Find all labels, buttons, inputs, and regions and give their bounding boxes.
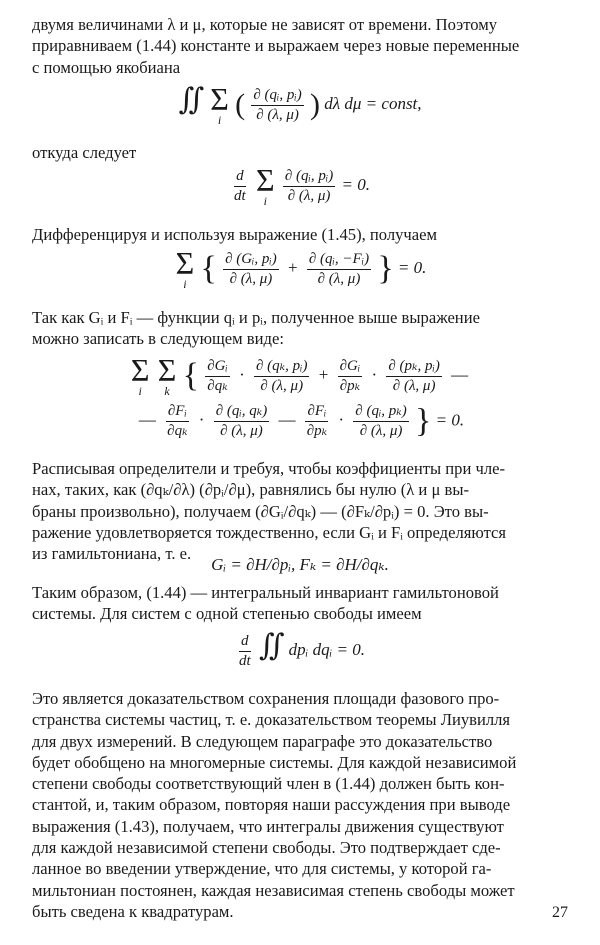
fraction-numerator: d: [239, 633, 251, 652]
operator: ·: [338, 410, 345, 430]
hamilton-equations: Gᵢ = ∂H/∂pᵢ, Fₖ = ∂H/∂qₖ.: [211, 555, 389, 575]
fraction-denominator: ∂pₖ: [339, 377, 361, 394]
fraction-numerator: ∂ (qᵢ, pᵢ): [283, 168, 335, 187]
fraction-denominator: ∂ (λ, μ): [229, 270, 273, 287]
jacobian-fraction: [283, 168, 335, 205]
text-line: мильтониан постоянен, каждая независимая степень свободы может: [32, 880, 515, 900]
equation-tail: dλ dμ = const,: [324, 93, 422, 113]
text-line: Таким образом, (1.44) — интегральный инвариант гамильтоновой: [32, 583, 499, 602]
sum-over-i: [130, 352, 150, 398]
text-line: для каждой независимой степени свободы. Это подтверждает сде-: [32, 838, 501, 858]
fraction-denominator: ∂ (λ, μ): [260, 377, 304, 394]
equation-tail: = 0.: [397, 257, 427, 277]
sum-index: i: [263, 194, 267, 208]
equation-4-row-1: [0, 352, 600, 398]
equation-2-body: [230, 162, 370, 208]
paragraph-7: [32, 688, 572, 922]
text-line: странства системы частиц, т. е. доказательством теоремы Лиувилля: [32, 710, 511, 730]
equation-3: [0, 245, 600, 291]
fraction-denominator: ∂qₖ: [167, 423, 188, 439]
equation-2: [0, 162, 600, 208]
text-line: будет обобщено на многомерные системы. Для каждой независимой: [32, 752, 517, 772]
sum-over-i: [210, 81, 229, 127]
time-derivative: [232, 168, 248, 205]
text-line: степени свободы соответствующий член в (1.44) должен быть кон-: [32, 774, 505, 794]
equation-3-body: Σ i { $\frac{\text{∂ (Gᵢ, pᵢ)}}{\partial (\lambda, \mu)}$ + $\frac{\text{∂ (qᵢ, −Fᵢ)}}{\partial (\lambda, \mu)}$ } = 0.: [175, 245, 427, 291]
plus-operator: +: [288, 257, 298, 277]
text-line: ланное во введении утверждение, что для системы, у которой га-: [32, 859, 492, 879]
jacobian-fraction-1: [223, 251, 279, 288]
operator: +: [318, 364, 329, 384]
time-derivative: [237, 633, 253, 670]
fraction-numerator: d: [234, 168, 246, 187]
sum-symbol: Σ: [130, 352, 150, 388]
fraction-denominator: ∂qₖ: [207, 377, 228, 394]
jacobian-fraction: [254, 358, 310, 395]
partial-fraction: [305, 403, 329, 440]
text-line: ражение удовлетворяется тождественно, если Gᵢ и Fᵢ определяются: [32, 522, 507, 542]
equation-1: [0, 81, 600, 127]
sum-index: i: [183, 277, 187, 291]
text-line: Так как Gᵢ и Fᵢ — функции qᵢ и pᵢ, полученное выше выражение: [32, 308, 480, 327]
partial-fraction: [338, 358, 363, 395]
fraction-numerator: ∂ (pₖ, pᵢ): [386, 358, 442, 377]
sum-index: i: [217, 113, 222, 127]
equation-6-body: [235, 631, 365, 670]
partial-fraction: [165, 403, 189, 440]
jacobian-fraction: [386, 358, 442, 395]
fraction-numerator: ∂ (qᵢ, pₖ): [353, 403, 409, 422]
double-integral-symbol: ∬: [258, 629, 285, 662]
paragraph-5: [32, 458, 572, 564]
text-line: для двух измерений. В следующем параграфе это доказательство: [32, 731, 493, 751]
fraction-numerator: ∂ (qᵢ, −Fᵢ): [307, 251, 371, 270]
paragraph-1: [32, 14, 572, 78]
text-line: откуда следует: [32, 143, 137, 162]
fraction-denominator: ∂ (λ, μ): [359, 423, 403, 439]
page-number: 27: [552, 904, 568, 921]
text-line: браны произвольно), получаем (∂Gᵢ/∂qₖ) — (∂Fₖ/∂pᵢ) = 0. Это вы-: [32, 501, 489, 521]
jacobian-fraction-2: [307, 251, 371, 288]
operator: ·: [198, 410, 205, 430]
text-line: быть сведена к квадратурам.: [32, 901, 234, 921]
fraction-denominator: ∂ (λ, μ): [220, 423, 263, 439]
sum-symbol: Σ: [210, 81, 229, 117]
paragraph-2: [32, 142, 572, 163]
equation-5: [0, 554, 600, 575]
fraction-denominator: ∂ (λ, μ): [392, 377, 436, 394]
paragraph-4: [32, 307, 572, 350]
sum-over-k: [157, 352, 177, 398]
fraction-denominator: ∂ (λ, μ): [256, 106, 299, 123]
fraction-numerator: ∂Fᵢ: [166, 403, 189, 422]
sum-over-i: [175, 245, 195, 291]
operator: ·: [239, 364, 245, 384]
partial-fraction: [205, 358, 230, 395]
text-line: системы. Для систем с одной степенью свободы имеем: [32, 604, 422, 624]
fraction-numerator: ∂ (Gᵢ, pᵢ): [223, 251, 279, 270]
fraction-numerator: ∂Gᵢ: [338, 358, 363, 377]
text-line: из гамильтониана, т. е.: [32, 544, 192, 564]
sum-index: k: [164, 384, 170, 398]
equation-tail: = 0.: [435, 410, 465, 430]
fraction-numerator: ∂ (qᵢ, qₖ): [214, 403, 270, 422]
operator: ·: [371, 364, 378, 384]
fraction-denominator: ∂pₖ: [306, 423, 328, 439]
text-line: можно записать в следующем виде:: [32, 329, 284, 349]
fraction-numerator: ∂ (qₖ, pᵢ): [254, 358, 310, 377]
fraction-denominator: dt: [234, 187, 246, 204]
operator: —: [138, 410, 156, 430]
equation-4-row-2-body: — $\frac{\text{∂Fᵢ}}{\text{∂qₖ}}$ · $\frac{\text{∂ (qᵢ, qₖ)}}{\partial (\lambda, \mu)}$ — $\frac{\text{∂Fᵢ}}{\text{∂pₖ}}$ · $\frac{\text{∂ (qᵢ, pₖ)}}{\partial (\lambda, \mu)}$ } = 0.: [138, 402, 465, 440]
fraction-numerator: ∂Gᵢ: [205, 358, 230, 377]
sum-symbol: Σ: [157, 352, 177, 388]
operator: —: [451, 364, 469, 384]
text-line: с помощью якобиана: [32, 57, 181, 77]
text-line: приравниваем (1.44) константе и выражаем через новые переменные: [32, 36, 520, 56]
text-line: двумя величинами λ и μ, которые не зависят от времени. Поэтому: [32, 15, 498, 34]
equation-1-body: ∬ Σ i ( $\frac{\text{∂ (qᵢ, pᵢ)}}{\partial (\lambda, \mu)}$ ) dλ dμ = const,: [178, 81, 422, 127]
jacobian-fraction: [251, 87, 303, 124]
sum-symbol: Σ: [175, 245, 195, 281]
equation-4-row-2: [0, 403, 600, 440]
fraction-denominator: ∂ (λ, μ): [317, 270, 361, 287]
sum-over-i: [255, 162, 275, 208]
equation-tail: dpᵢ dqᵢ = 0.: [288, 640, 366, 659]
equation-tail: = 0.: [341, 174, 370, 194]
equation-4-row-1-body: Σ i Σ k { $\frac{\text{∂Gᵢ}}{\text{∂qₖ}}$ · $\frac{\text{∂ (qₖ, pᵢ)}}{\partial (\lambda, \mu)}$ + $\frac{\text{∂Gᵢ}}{\text{∂pₖ}}$ · $\frac{\text{∂ (pₖ, pᵢ)}}{\partial (\lambda, \mu)}$ —: [130, 352, 469, 398]
text-line: нах, таких, как (∂qₖ/∂λ) (∂pᵢ/∂μ), равнялись бы нулю (λ и μ вы-: [32, 480, 470, 500]
fraction-numerator: ∂Fᵢ: [305, 403, 328, 422]
jacobian-fraction: [214, 403, 270, 440]
double-integral-symbol: ∬: [178, 82, 204, 116]
fraction-numerator: ∂ (qᵢ, pᵢ): [251, 87, 303, 106]
operator: —: [278, 410, 296, 430]
text-line: Расписывая определители и требуя, чтобы коэффициенты при чле-: [32, 459, 506, 478]
paragraph-6: [32, 582, 572, 625]
jacobian-fraction: [353, 403, 409, 440]
sum-index: i: [138, 384, 142, 398]
text-line: Дифференцируя и используя выражение (1.45), получаем: [32, 225, 437, 244]
fraction-denominator: ∂ (λ, μ): [287, 187, 331, 204]
text-line: выражения (1.43), получаем, что интегралы движения существуют: [32, 816, 504, 836]
text-line: стантой, и, таким образом, повторяя наши рассуждения при выводе: [32, 795, 511, 815]
fraction-denominator: dt: [238, 652, 251, 669]
equation-6: [0, 631, 600, 670]
sum-symbol: Σ: [255, 162, 275, 198]
text-line: Это является доказательством сохранения площади фазового про-: [32, 689, 500, 708]
paragraph-3: [32, 224, 572, 245]
